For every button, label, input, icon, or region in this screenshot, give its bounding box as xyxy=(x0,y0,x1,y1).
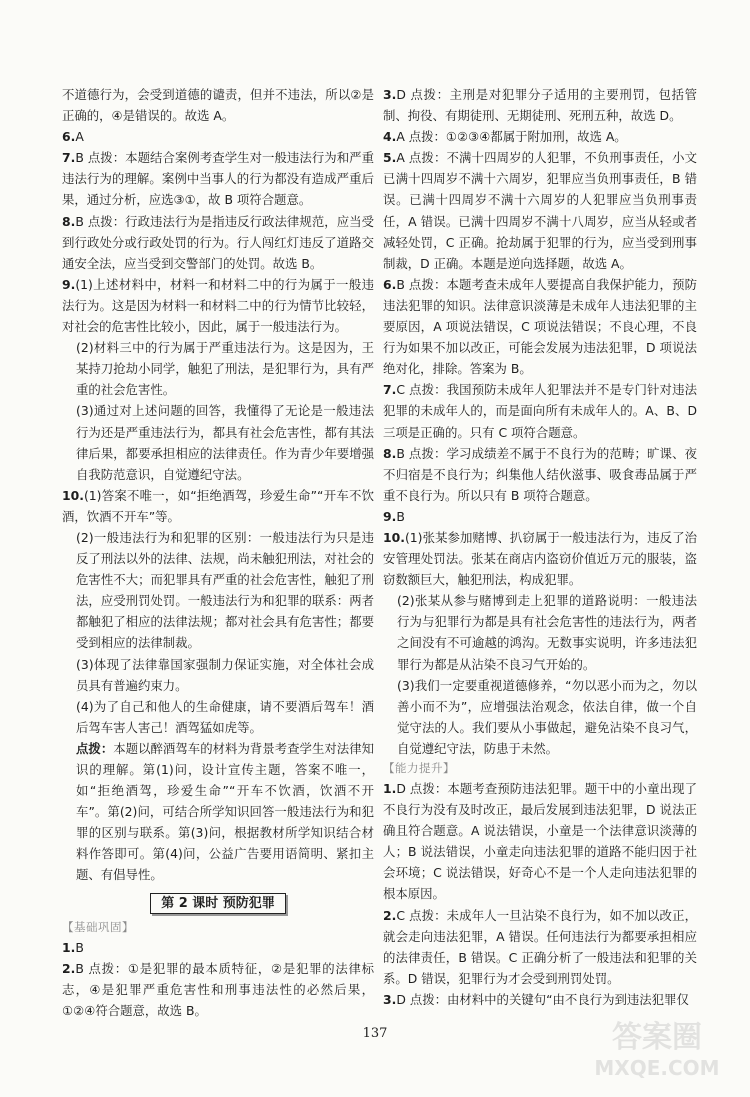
item-text: B 点拨：①是犯罪的最本质特征，②是犯罪的法律标志，④是犯罪严重危害性和刑事违法性的必然后果，①②④符合题意，故选 B。 xyxy=(62,960,374,1018)
answer-item xyxy=(383,778,697,905)
left-column xyxy=(62,84,374,1021)
answer-item xyxy=(383,905,697,989)
lesson-title-text: 第 2 课时 预防犯罪 xyxy=(150,893,286,914)
answer-item xyxy=(383,506,697,527)
item-text: 不道德行为，会受到道德的谴责，但并不违法，所以②是正确的，④是错误的。故选 A。 xyxy=(62,87,374,124)
watermark-line1: 答案圈 xyxy=(612,1020,702,1055)
answer-item xyxy=(62,527,374,654)
item-text: (4)为了自己和他人的生命健康，请不要酒后驾车！酒后驾车害人害己！酒驾猛如虎等。 xyxy=(76,698,374,735)
answer-item xyxy=(383,84,697,126)
item-number: 6. xyxy=(383,276,397,292)
item-text: D 点拨：主刑是对犯罪分子适用的主要刑罚，包括管制、拘役、有期徒刑、无期徒刑、死刑五种，故选 D。 xyxy=(383,87,697,124)
item-number: 6. xyxy=(62,129,76,145)
item-text: (2)一般违法行为和犯罪的区别：一般违法行为只是违反了刑法以外的法律、法规，尚未触犯刑法，对社会的危害性不大；而犯罪具有严重的社会危害性，触犯了刑法，应受刑罚处罚。一般违法行为和犯罪的联系：两者都触犯了相应的法律法规；都对社会具有危害性；都要受到相应的法律制裁。 xyxy=(76,529,374,651)
item-number: 7. xyxy=(383,382,397,398)
item-text: (3)通过对上述问题的回答，我懂得了无论是一般违法行为还是严重违法行为，都具有社会危害性，都有其法律后果，都要承担相应的法律责任。作为青少年要增强自我防范意识，自觉遵纪守法。 xyxy=(76,403,374,482)
section-advanced: 【能力提升】 xyxy=(383,761,455,775)
item-text: B 点拨：学习成绩差不属于不良行为的范畴；旷课、夜不归宿是不良行为；纠集他人结伙滋事、吸食毒品属于严重不良行为。所以只有 B 项符合题意。 xyxy=(383,445,697,503)
answer-item xyxy=(62,274,374,337)
item-number: 9. xyxy=(62,276,76,292)
answer-item xyxy=(383,527,697,590)
item-number: 1. xyxy=(62,939,76,955)
right-column xyxy=(383,84,697,1010)
answer-item xyxy=(383,443,697,506)
item-text: A 点拨：①②③④都属于附加刑，故选 A。 xyxy=(396,129,627,145)
item-text: B 点拨：本题结合案例考查学生对一般违法行为和严重违法行为的理解。案例中当事人的行为都没有造成严重后果，通过分析，应选③①，故 B 项符合题意。 xyxy=(62,150,374,208)
answer-item xyxy=(62,84,374,126)
answer-item xyxy=(62,654,374,696)
item-number: 1. xyxy=(383,781,397,796)
item-text: C 点拨：我国预防未成年人犯罪法并不是专门针对违法犯罪的未成年人的，而是面向所有未成年人的。A、B、D 三项是正确的。只有 C 项符合题意。 xyxy=(383,382,697,440)
watermark-logo xyxy=(582,1011,732,1083)
right-items-2 xyxy=(383,778,697,1010)
page-number: 137 xyxy=(362,1026,388,1041)
watermark-line2: MXQE.COM xyxy=(594,1056,720,1080)
item-text: A xyxy=(75,129,84,145)
answer-item xyxy=(62,958,374,1021)
item-number: 9. xyxy=(383,508,397,524)
answer-item xyxy=(62,738,374,886)
item-text: (3)体现了法律靠国家强制力保证实施，对全体社会成员具有普遍约束力。 xyxy=(76,656,374,693)
item-number: 2. xyxy=(383,907,397,923)
answer-item xyxy=(62,937,374,958)
item-text: A 点拨：不满十四周岁的人犯罪，不负刑事责任，小文已满十四周岁不满十六周岁，犯罪应当负刑事责任，B 错误。已满十四周岁不满十六周岁的人犯罪应当负刑事责任，A 错误。已满十四周岁不满十八周岁，应当从轻或者减轻处罚，C 正确。抢劫属于犯罪的行为，应当受到刑事制裁，D 正确。本题是逆向选择题，故选 A。 xyxy=(383,150,697,271)
item-text: 本题以醉酒驾车的材料为背景考查学生对法律知识的理解。第(1)问，设计宣传主题，答案不唯一，如“拒绝酒驾，珍爱生命”“开车不饮酒，饮酒不开车”。第(2)问，可结合所学知识回答一般违法行为和犯罪的区别与联系。第(3)问，根据教材所学知识结合材料作答即可。第(4)问，公益广告要用语简明、紧扣主题、有倡导性。 xyxy=(76,740,375,883)
item-keyword: 点拨： xyxy=(76,740,114,756)
item-number: 3. xyxy=(383,87,397,102)
answer-item xyxy=(383,126,697,147)
item-text: (2)材料三中的行为属于严重违法行为。这是因为，王某持刀抢劫小同学，触犯了刑法，是犯罪行为，具有严重的社会危害性。 xyxy=(76,340,374,398)
item-number: 3. xyxy=(383,991,397,1007)
answer-item xyxy=(62,400,374,484)
item-text: B 点拨：行政违法行为是指违反行政法律规范，应当受到行政处分或行政处罚的行为。行人闯红灯违反了道路交通安全法，应当受到交警部门的处罚。故选 B。 xyxy=(62,213,374,271)
item-text: B xyxy=(396,508,405,524)
item-text: C 点拨：未成年人一旦沾染不良行为，如不加以改正，就会走向违法犯罪，A 错误。任何违法行为都要承担相应的法律责任，B 错误。C 正确分析了一般违法和犯罪的关系。D 错误，犯罪行为才会受到刑罚处罚。 xyxy=(383,907,697,986)
item-text: (1)上述材料中，材料一和材料二中的行为属于一般违法行为。这是因为材料一和材料二中的行为情节比较轻，对社会的危害性比较小，因此，属于一般违法行为。 xyxy=(62,276,374,335)
answer-item xyxy=(383,274,697,379)
item-number: 10. xyxy=(383,529,405,545)
left-items xyxy=(62,84,374,886)
item-number: 2. xyxy=(62,960,76,976)
answer-item xyxy=(383,590,697,674)
left-items-2 xyxy=(62,937,374,1021)
section-basic: 【基础巩固】 xyxy=(62,919,134,934)
item-text: (2)张某从参与赌博到走上犯罪的道路说明：一般违法行为与犯罪行为都是具有社会危害性的违法行为，两者之间没有不可逾越的鸿沟。无数事实说明，许多违法犯罪行为都是从沾染不良习气开始的。 xyxy=(397,593,697,672)
item-number: 7. xyxy=(62,150,76,166)
answer-item xyxy=(62,147,374,210)
item-number: 10. xyxy=(62,487,84,503)
item-number: 8. xyxy=(383,445,397,461)
item-text: (1)答案不唯一，如“拒绝酒驾，珍爱生命”“开车不饮酒，饮酒不开车”等。 xyxy=(62,487,374,524)
item-text: D 点拨：由材料中的关键句“由不良行为到违法犯罪仅 xyxy=(396,991,689,1007)
item-text: D 点拨：本题考查预防违法犯罪。题干中的小童出现了不良行为没有及时改正，最后发展到违法犯罪，D 说法正确且符合题意。A 说法错误，小童是一个法律意识淡薄的人；B 说法错误，小童走向违法犯罪的道路不能归因于社会环境；C 说法错误，好奇心不是一个人走向违法犯罪的根本原因。 xyxy=(383,781,697,902)
item-text: (3)我们一定要重视道德修养，“勿以恶小而为之，勿以善小而不为”，应增强法治观念，依法自律，做一个自觉守法的人。我们要从小事做起，避免沾染不良习气，自觉遵纪守法，防患于未然。 xyxy=(397,677,697,756)
item-number: 8. xyxy=(62,213,76,229)
item-number: 4. xyxy=(383,129,397,145)
item-text: B 点拨：本题考查未成年人要提高自我保护能力，预防违法犯罪的知识。法律意识淡薄是未成年人违法犯罪的主要原因，A 项说法错误，C 项说法错误；不良心理，不良行为如果不加以改正，可能会发展为违法犯罪，D 项说法绝对化，排除。答案为 B。 xyxy=(383,276,697,377)
answer-item xyxy=(383,989,697,1010)
answer-item xyxy=(62,211,374,274)
answer-item xyxy=(383,147,697,274)
item-text: B xyxy=(75,939,84,955)
lesson-title xyxy=(62,892,374,914)
answer-item xyxy=(62,126,374,147)
right-items xyxy=(383,84,697,759)
answer-item xyxy=(62,485,374,527)
item-number: 5. xyxy=(383,150,397,166)
item-text: (1)张某参加赌博、扒窃属于一般违法行为，违反了治安管理处罚法。张某在商店内盗窃价值近万元的服装，盗窃数额巨大，触犯刑法，构成犯罪。 xyxy=(383,529,697,588)
answer-item xyxy=(62,696,374,738)
answer-item xyxy=(383,675,697,759)
answer-item xyxy=(383,379,697,442)
answer-item xyxy=(62,337,374,400)
